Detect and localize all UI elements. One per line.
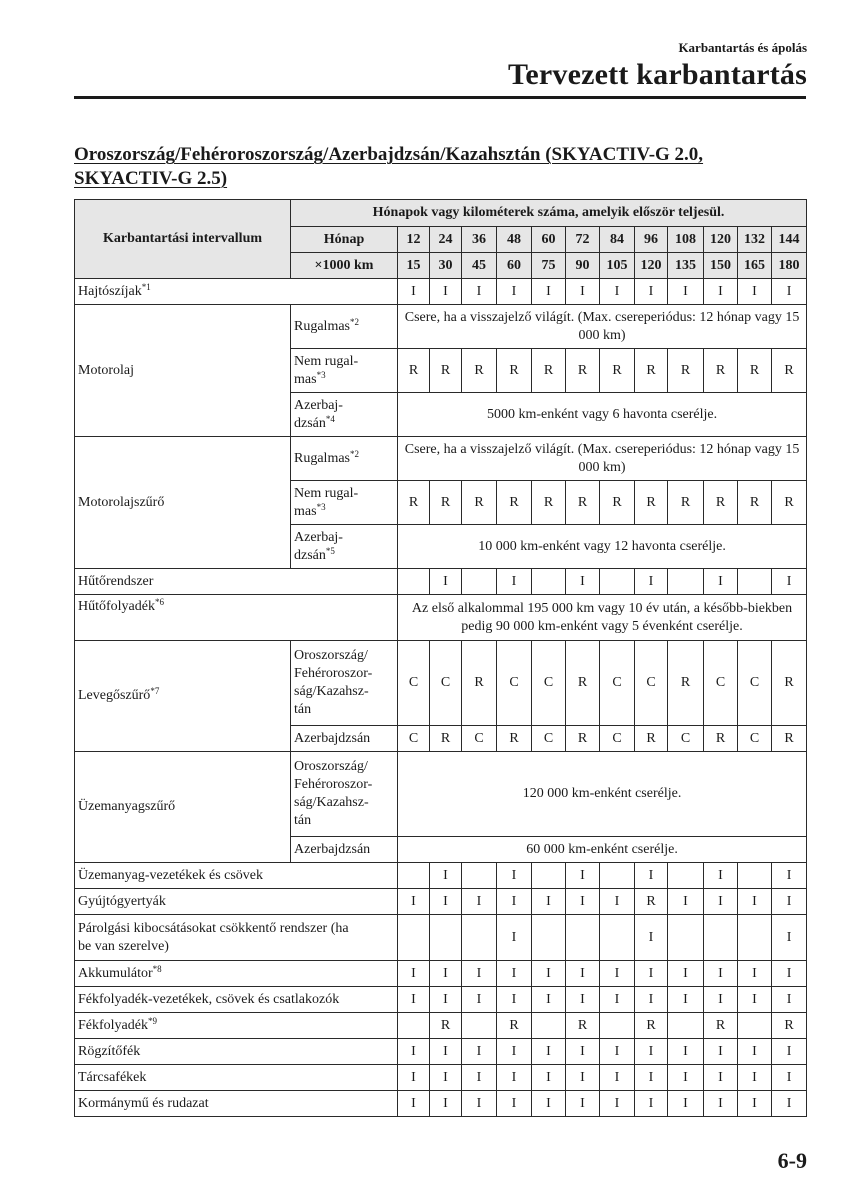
cell: R bbox=[772, 641, 807, 726]
cell: I bbox=[430, 279, 462, 305]
km-header: 75 bbox=[532, 253, 566, 279]
cell: I bbox=[430, 863, 462, 889]
cell: R bbox=[462, 349, 497, 393]
cell: R bbox=[772, 726, 807, 752]
cell: I bbox=[704, 1065, 738, 1091]
cell bbox=[738, 569, 772, 595]
cell: I bbox=[497, 279, 532, 305]
cell: I bbox=[704, 1039, 738, 1065]
cell bbox=[532, 1013, 566, 1039]
cell: R bbox=[532, 349, 566, 393]
sub-label: Azerbaj- dzsán$^{*4}$ bbox=[291, 393, 398, 437]
cell: C bbox=[497, 641, 532, 726]
cell: I bbox=[497, 889, 532, 915]
cell: I bbox=[566, 1065, 600, 1091]
cell: R bbox=[772, 349, 807, 393]
row-label: Fékfolyadék$^{*9}$ bbox=[75, 1013, 398, 1039]
cell bbox=[462, 863, 497, 889]
cell: I bbox=[668, 889, 704, 915]
row-label: Hajtószíjak$^{*1}$ bbox=[75, 279, 398, 305]
cell: I bbox=[738, 279, 772, 305]
cell bbox=[398, 1013, 430, 1039]
cell: I bbox=[462, 889, 497, 915]
cell: I bbox=[668, 1039, 704, 1065]
region-heading bbox=[74, 143, 774, 191]
cell: I bbox=[738, 961, 772, 987]
cell: I bbox=[398, 1065, 430, 1091]
title-rule bbox=[74, 96, 806, 99]
cell: R bbox=[635, 349, 668, 393]
cell: R bbox=[668, 641, 704, 726]
cell: C bbox=[600, 726, 635, 752]
row-label: Kormánymű és rudazat bbox=[75, 1091, 398, 1117]
cell: I bbox=[566, 279, 600, 305]
cell: I bbox=[566, 569, 600, 595]
cell: I bbox=[668, 279, 704, 305]
cell: I bbox=[772, 279, 807, 305]
km-header: 165 bbox=[738, 253, 772, 279]
cell: C bbox=[398, 641, 430, 726]
km-header: 105 bbox=[600, 253, 635, 279]
cell: I bbox=[398, 1091, 430, 1117]
table-row bbox=[75, 641, 807, 726]
cell: C bbox=[668, 726, 704, 752]
cell: C bbox=[398, 726, 430, 752]
cell: I bbox=[462, 961, 497, 987]
cell bbox=[600, 569, 635, 595]
cell: I bbox=[668, 987, 704, 1013]
cell: I bbox=[704, 889, 738, 915]
cell: C bbox=[738, 641, 772, 726]
cell: R bbox=[600, 481, 635, 525]
cell: R bbox=[430, 1013, 462, 1039]
cell: R bbox=[635, 481, 668, 525]
month-header: 60 bbox=[532, 227, 566, 253]
cell: R bbox=[532, 481, 566, 525]
region-heading-line-1: Oroszország/Fehéroroszország/Azerbajdzsán/Kazahsztán (SKYACTIV-G 2.0, bbox=[74, 144, 704, 165]
cell: R bbox=[772, 481, 807, 525]
interval-header: Karbantartási intervallum bbox=[75, 200, 291, 279]
cell: I bbox=[398, 987, 430, 1013]
table-row bbox=[75, 437, 807, 481]
cell: R bbox=[600, 349, 635, 393]
cell: I bbox=[430, 1091, 462, 1117]
row-label: Tárcsafékek bbox=[75, 1065, 398, 1091]
cell: R bbox=[430, 726, 462, 752]
cell: I bbox=[704, 863, 738, 889]
table-row bbox=[75, 889, 807, 915]
month-header: 48 bbox=[497, 227, 532, 253]
span-note: 120 000 km-enként cserélje. bbox=[398, 752, 807, 837]
sub-label: Oroszország/ Fehéroroszor- ság/Kazahsz- tán bbox=[291, 752, 398, 837]
row-label: Üzemanyagszűrő bbox=[75, 752, 291, 863]
km-header: 60 bbox=[497, 253, 532, 279]
cell: I bbox=[704, 569, 738, 595]
cell: I bbox=[600, 889, 635, 915]
cell: I bbox=[497, 1065, 532, 1091]
cell: I bbox=[532, 1091, 566, 1117]
cell bbox=[668, 569, 704, 595]
cell: I bbox=[566, 987, 600, 1013]
cell: I bbox=[497, 961, 532, 987]
row-label: Hűtőrendszer bbox=[75, 569, 398, 595]
km-header: 135 bbox=[668, 253, 704, 279]
cell: I bbox=[635, 1065, 668, 1091]
cell: I bbox=[532, 1065, 566, 1091]
row-label: Motorolaj bbox=[75, 305, 291, 437]
cell: R bbox=[566, 1013, 600, 1039]
sub-label: Nem rugal- mas$^{*3}$ bbox=[291, 481, 398, 525]
cell bbox=[398, 915, 430, 961]
sub-label: Nem rugal- mas$^{*3}$ bbox=[291, 349, 398, 393]
month-header: 96 bbox=[635, 227, 668, 253]
table-row bbox=[75, 863, 807, 889]
cell bbox=[738, 1013, 772, 1039]
cell: I bbox=[704, 961, 738, 987]
cell: R bbox=[497, 1013, 532, 1039]
section-label: Karbantartás és ápolás bbox=[678, 40, 807, 55]
page-title: Tervezett karbantartás bbox=[507, 58, 807, 91]
table-row bbox=[75, 279, 807, 305]
row-label: Párolgási kibocsátásokat csökkentő rendszer (ha be van szerelve) bbox=[75, 915, 398, 961]
cell: R bbox=[398, 481, 430, 525]
month-header: 12 bbox=[398, 227, 430, 253]
table-row bbox=[75, 1039, 807, 1065]
cell: I bbox=[635, 961, 668, 987]
km-header: 45 bbox=[462, 253, 497, 279]
cell: R bbox=[566, 641, 600, 726]
cell bbox=[398, 863, 430, 889]
cell: I bbox=[600, 987, 635, 1013]
cell: I bbox=[566, 863, 600, 889]
cell: I bbox=[635, 863, 668, 889]
cell: I bbox=[772, 1065, 807, 1091]
cell: I bbox=[462, 1091, 497, 1117]
month-header: 144 bbox=[772, 227, 807, 253]
cell: R bbox=[462, 481, 497, 525]
cell: I bbox=[430, 987, 462, 1013]
sub-label: Azerbajdzsán bbox=[291, 726, 398, 752]
cell bbox=[462, 915, 497, 961]
cell bbox=[398, 569, 430, 595]
cell: I bbox=[566, 1039, 600, 1065]
span-note: Csere, ha a visszajelző világít. (Max. csereperiódus: 12 hónap vagy 15 000 km) bbox=[398, 305, 807, 349]
cell bbox=[668, 1013, 704, 1039]
cell: I bbox=[635, 569, 668, 595]
cell: I bbox=[772, 889, 807, 915]
cell: R bbox=[430, 481, 462, 525]
row-label: Rögzítőfék bbox=[75, 1039, 398, 1065]
month-header: 84 bbox=[600, 227, 635, 253]
cell: C bbox=[600, 641, 635, 726]
cell: I bbox=[430, 569, 462, 595]
cell bbox=[462, 1013, 497, 1039]
cell: I bbox=[532, 961, 566, 987]
cell: I bbox=[738, 889, 772, 915]
month-header: 108 bbox=[668, 227, 704, 253]
cell bbox=[600, 863, 635, 889]
month-header: 24 bbox=[430, 227, 462, 253]
cell: R bbox=[668, 349, 704, 393]
sub-label: Oroszország/ Fehéroroszor- ság/Kazahsz- tán bbox=[291, 641, 398, 726]
cell: I bbox=[635, 1039, 668, 1065]
km-header: 30 bbox=[430, 253, 462, 279]
cell: I bbox=[462, 987, 497, 1013]
cell: I bbox=[668, 1065, 704, 1091]
km-header: 120 bbox=[635, 253, 668, 279]
cell: R bbox=[668, 481, 704, 525]
cell: I bbox=[738, 1091, 772, 1117]
cell bbox=[600, 915, 635, 961]
cell bbox=[738, 863, 772, 889]
cell: R bbox=[738, 481, 772, 525]
table-row bbox=[75, 915, 807, 961]
cell bbox=[600, 1013, 635, 1039]
cell: I bbox=[635, 1091, 668, 1117]
cell bbox=[532, 569, 566, 595]
cell: R bbox=[398, 349, 430, 393]
cell: I bbox=[772, 1091, 807, 1117]
table-row bbox=[75, 1065, 807, 1091]
cell: I bbox=[635, 279, 668, 305]
cell: I bbox=[600, 1065, 635, 1091]
cell: I bbox=[532, 889, 566, 915]
cell: I bbox=[497, 1039, 532, 1065]
sub-label: Azerbajdzsán bbox=[291, 837, 398, 863]
cell: I bbox=[462, 279, 497, 305]
table-row bbox=[75, 595, 807, 641]
table-row bbox=[75, 1091, 807, 1117]
cell: R bbox=[497, 726, 532, 752]
cell: I bbox=[497, 915, 532, 961]
cell: I bbox=[532, 987, 566, 1013]
cell: I bbox=[398, 279, 430, 305]
cell: I bbox=[635, 987, 668, 1013]
cell: I bbox=[772, 961, 807, 987]
km-label: ×1000 km bbox=[291, 253, 398, 279]
cell bbox=[430, 915, 462, 961]
row-label: Hűtőfolyadék$^{*6}$ bbox=[75, 595, 398, 641]
cell bbox=[738, 915, 772, 961]
cell: R bbox=[704, 726, 738, 752]
span-note: 10 000 km-enként vagy 12 havonta cserélje. bbox=[398, 525, 807, 569]
cell: I bbox=[430, 1065, 462, 1091]
cell: I bbox=[600, 1091, 635, 1117]
km-header: 150 bbox=[704, 253, 738, 279]
km-header: 90 bbox=[566, 253, 600, 279]
cell: I bbox=[738, 987, 772, 1013]
cell: C bbox=[704, 641, 738, 726]
cell: I bbox=[704, 279, 738, 305]
cell: I bbox=[532, 279, 566, 305]
cell: I bbox=[704, 987, 738, 1013]
cell: I bbox=[430, 961, 462, 987]
month-header: 72 bbox=[566, 227, 600, 253]
span-note: 60 000 km-enként cserélje. bbox=[398, 837, 807, 863]
km-header: 15 bbox=[398, 253, 430, 279]
cell: I bbox=[497, 863, 532, 889]
table-row bbox=[75, 305, 807, 349]
cell: I bbox=[772, 915, 807, 961]
cell: I bbox=[772, 987, 807, 1013]
cell: I bbox=[566, 961, 600, 987]
cell: R bbox=[566, 726, 600, 752]
cell: C bbox=[738, 726, 772, 752]
cell bbox=[462, 569, 497, 595]
month-header: 132 bbox=[738, 227, 772, 253]
cell: I bbox=[738, 1039, 772, 1065]
cell: I bbox=[462, 1039, 497, 1065]
cell: R bbox=[704, 481, 738, 525]
cell: C bbox=[532, 726, 566, 752]
cell: C bbox=[532, 641, 566, 726]
table-row bbox=[75, 1013, 807, 1039]
cell: I bbox=[668, 961, 704, 987]
cell bbox=[532, 863, 566, 889]
cell: R bbox=[566, 349, 600, 393]
cell: I bbox=[398, 889, 430, 915]
row-label: Levegőszűrő$^{*7}$ bbox=[75, 641, 291, 752]
row-label: Motorolajszűrő bbox=[75, 437, 291, 569]
cell: I bbox=[398, 961, 430, 987]
cell: I bbox=[566, 1091, 600, 1117]
cell: C bbox=[635, 641, 668, 726]
cell: R bbox=[497, 349, 532, 393]
cell: R bbox=[635, 726, 668, 752]
cell bbox=[566, 915, 600, 961]
cell bbox=[668, 915, 704, 961]
cell: I bbox=[532, 1039, 566, 1065]
cell: I bbox=[398, 1039, 430, 1065]
cell bbox=[532, 915, 566, 961]
cell: R bbox=[566, 481, 600, 525]
span-note: Az első alkalommal 195 000 km vagy 10 év után, a később-biekben pedig 90 000 km-enként vagy 5 évenként cserélje. bbox=[398, 595, 807, 641]
cell: I bbox=[497, 569, 532, 595]
cell: R bbox=[772, 1013, 807, 1039]
cell bbox=[668, 863, 704, 889]
table-row bbox=[75, 569, 807, 595]
cell: I bbox=[772, 1039, 807, 1065]
km-header: 180 bbox=[772, 253, 807, 279]
span-note: 5000 km-enként vagy 6 havonta cserélje. bbox=[398, 393, 807, 437]
cell: I bbox=[668, 1091, 704, 1117]
cell: I bbox=[430, 1039, 462, 1065]
row-label: Fékfolyadék-vezetékek, csövek és csatlakozók bbox=[75, 987, 398, 1013]
cell: R bbox=[704, 1013, 738, 1039]
page-number: 6-9 bbox=[777, 1148, 807, 1173]
cell: I bbox=[635, 915, 668, 961]
cell: I bbox=[497, 1091, 532, 1117]
month-header: 36 bbox=[462, 227, 497, 253]
cell: C bbox=[462, 726, 497, 752]
row-label: Gyújtógyertyák bbox=[75, 889, 398, 915]
row-label: Üzemanyag-vezetékek és csövek bbox=[75, 863, 398, 889]
cell: R bbox=[635, 1013, 668, 1039]
cell: I bbox=[566, 889, 600, 915]
row-label: Akkumulátor$^{*8}$ bbox=[75, 961, 398, 987]
cell: I bbox=[772, 569, 807, 595]
cell bbox=[704, 915, 738, 961]
cell: R bbox=[635, 889, 668, 915]
sub-label: Rugalmas$^{*2}$ bbox=[291, 305, 398, 349]
cell: I bbox=[497, 987, 532, 1013]
month-header: 120 bbox=[704, 227, 738, 253]
maintenance-schedule-table bbox=[74, 199, 807, 1117]
sub-label: Rugalmas$^{*2}$ bbox=[291, 437, 398, 481]
sub-label: Azerbaj- dzsán$^{*5}$ bbox=[291, 525, 398, 569]
span-note: Csere, ha a visszajelző világít. (Max. csereperiódus: 12 hónap vagy 15 000 km) bbox=[398, 437, 807, 481]
cell: I bbox=[600, 1039, 635, 1065]
cell: R bbox=[430, 349, 462, 393]
table-row bbox=[75, 961, 807, 987]
cell: I bbox=[600, 961, 635, 987]
months-label: Hónap bbox=[291, 227, 398, 253]
cell: R bbox=[704, 349, 738, 393]
cell: I bbox=[600, 279, 635, 305]
cell: I bbox=[704, 1091, 738, 1117]
cell: R bbox=[738, 349, 772, 393]
cell: I bbox=[462, 1065, 497, 1091]
cell: I bbox=[738, 1065, 772, 1091]
region-heading-line-2: SKYACTIV-G 2.5) bbox=[74, 168, 228, 189]
period-header: Hónapok vagy kilométerek száma, amelyik először teljesül. bbox=[291, 200, 807, 227]
cell: C bbox=[430, 641, 462, 726]
table-row bbox=[75, 987, 807, 1013]
cell: I bbox=[430, 889, 462, 915]
cell: I bbox=[772, 863, 807, 889]
table-row bbox=[75, 752, 807, 837]
cell: R bbox=[497, 481, 532, 525]
cell: R bbox=[462, 641, 497, 726]
